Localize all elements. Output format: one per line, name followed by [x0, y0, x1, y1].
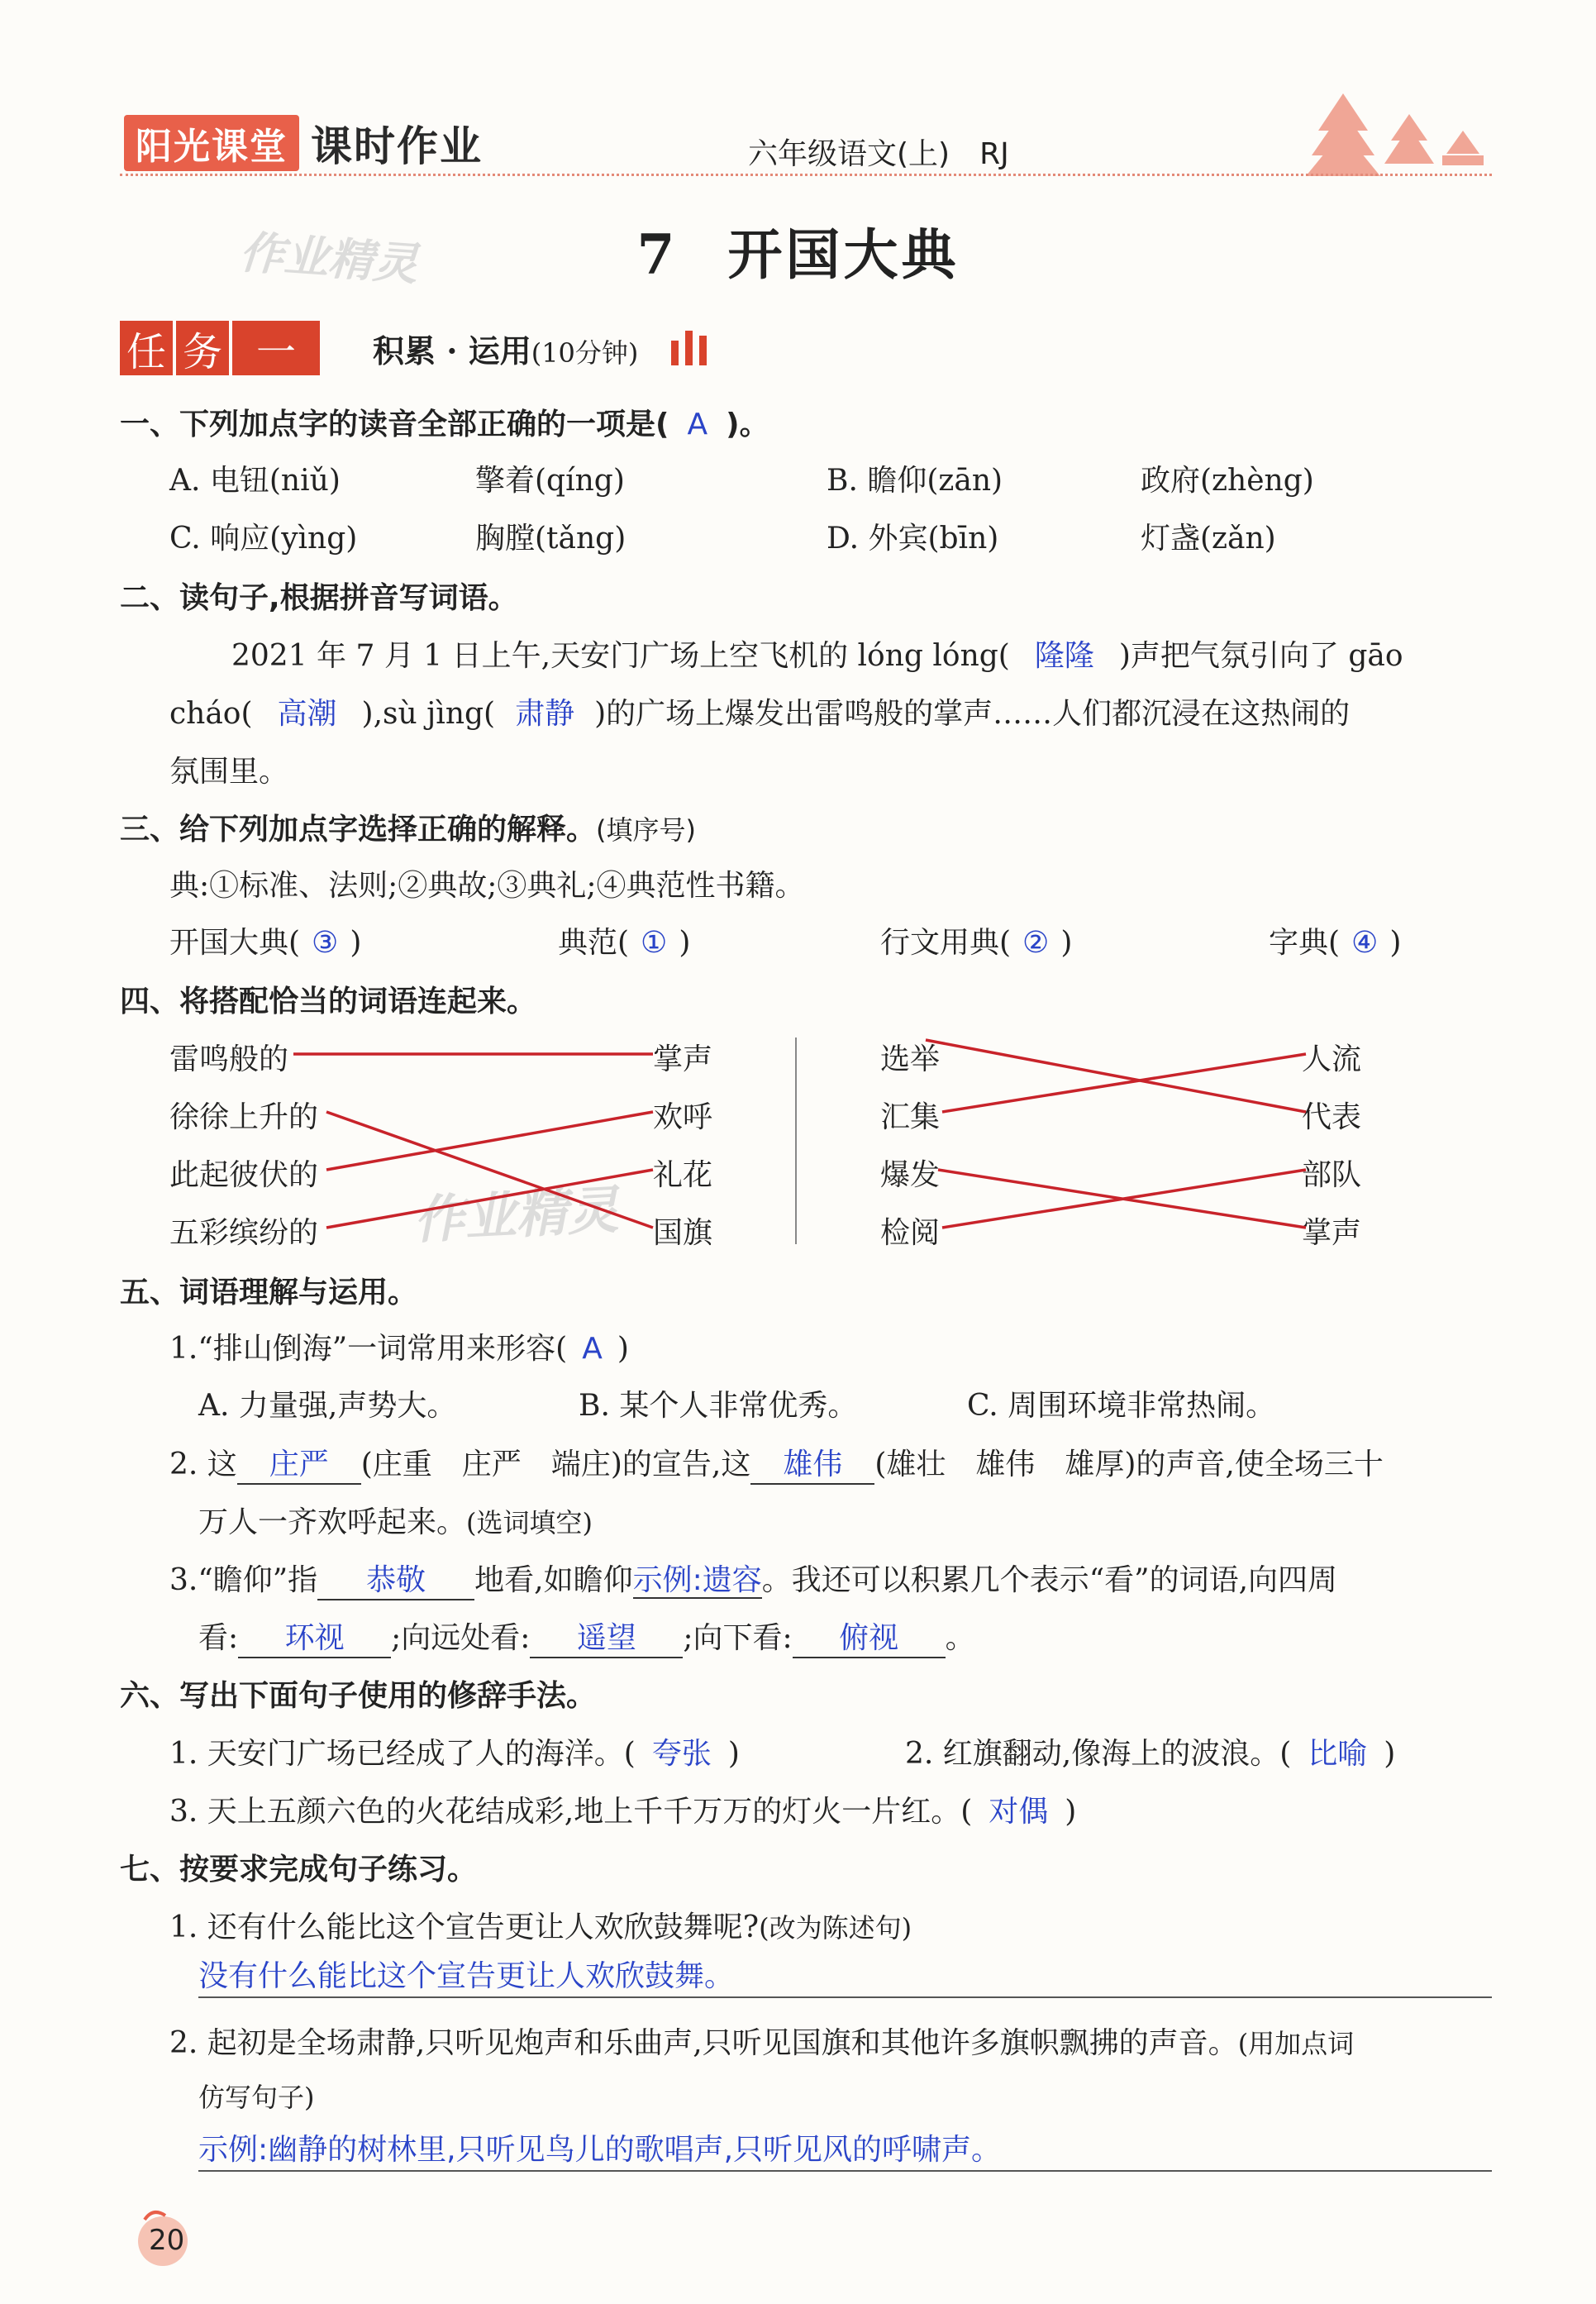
q4-right-a-3: 礼花: [653, 1158, 713, 1192]
q7-rule-2: [198, 2170, 1492, 2172]
q3-item-2: 典范( ① ): [558, 926, 691, 960]
q4-right-b-1: 人流: [1302, 1042, 1362, 1076]
q4-right-b-4: 掌声: [1302, 1216, 1362, 1250]
q4-right-b-3: 部队: [1302, 1158, 1362, 1192]
lesson-name: 开国大典: [727, 222, 960, 287]
q2-line2: cháo( 高潮 ),sù jìng( 肃静 )的广场上爆发出雷鸣般的掌声……人们都沉浸在这热闹的: [169, 697, 1351, 731]
q4-left-b-3: 爆发: [880, 1158, 941, 1192]
brand-box: 阳光课堂: [124, 115, 299, 171]
q7-s1: 1. 还有什么能比这个宣告更让人欢欣鼓舞呢?(改为陈述句): [169, 1910, 912, 1944]
q6-answer-1: 夸张: [651, 1737, 712, 1771]
q4-right-a-2: 欢呼: [653, 1100, 713, 1134]
q3-item-4: 字典( ④ ): [1269, 926, 1402, 960]
q2-answer-2: 高潮: [277, 697, 337, 731]
q2-answer-1: 隆隆: [1034, 639, 1094, 673]
q5-s3-answer-2: 示例:遗容: [632, 1563, 762, 1597]
q4-right-b-2: 代表: [1302, 1100, 1362, 1134]
page-number: 20: [149, 2224, 185, 2257]
match-line-3: [326, 1112, 653, 1170]
task-header: [120, 321, 707, 375]
q1-option-b2: 政府(zhèng): [1141, 464, 1314, 498]
watermark-middle: 作业精灵: [412, 1179, 621, 1251]
q5-s3-answer-5: 俯视: [793, 1615, 946, 1658]
q1-stem: 一、下列加点字的读音全部正确的一项是( A )。: [120, 408, 769, 441]
q6-stem: 六、写出下面句子使用的修辞手法。: [120, 1679, 597, 1713]
q4-left-a-2: 徐徐上升的: [169, 1100, 319, 1134]
q2-line3: 氛围里。: [169, 755, 289, 789]
task-tag-3: 一: [232, 321, 320, 375]
q5-s3-answer-3: 环视: [238, 1615, 391, 1658]
q1-option-d2: 灯盏(zǎn): [1141, 522, 1276, 556]
q7-s2: 2. 起初是全场肃静,只听见炮声和乐曲声,只听见国旗和其他许多旗帜飘拂的声音。(用加点词: [169, 2026, 1355, 2060]
match-line-8: [942, 1170, 1306, 1228]
q7-answer-2: 示例:幽静的树林里,只听见鸟儿的歌唱声,只听见风的呼啸声。: [198, 2133, 1002, 2167]
q5-s1-opt-a: A. 力量强,声势大。: [198, 1389, 457, 1423]
q7-s2-hint-cont: 仿写句子): [198, 2082, 315, 2113]
q6-s3: 3. 天上五颜六色的火花结成彩,地上千千万万的灯火一片红。( 对偶 ): [169, 1795, 1077, 1829]
q4-left-a-4: 五彩缤纷的: [169, 1216, 319, 1250]
q5-s1-opt-b: B. 某个人非常优秀。: [579, 1389, 858, 1423]
q5-s2: 2. 这 庄严 (庄重 庄严 端庄)的宣告,这 雄伟 (雄壮 雄伟 雄厚)的声音,使全场三十: [169, 1441, 1384, 1485]
q5-s2-answer-1: 庄严: [237, 1441, 361, 1485]
match-line-7: [938, 1170, 1306, 1228]
q6-s2: 2. 红旗翻动,像海上的波浪。( 比喻 ): [905, 1737, 1396, 1771]
q3-item-3: 行文用典( ② ): [880, 926, 1073, 960]
task-tag: [120, 321, 323, 375]
match-line-6: [942, 1054, 1306, 1112]
q5-s2-answer-2: 雄伟: [750, 1441, 874, 1485]
task-time: (10分钟): [531, 336, 639, 369]
q6-answer-3: 对偶: [989, 1795, 1049, 1829]
q2-line1: 2021 年 7 月 1 日上午,天安门广场上空飞机的 lóng lóng( 隆隆 )声把气氛引向了 gāo: [231, 639, 1403, 673]
q4-left-b-4: 检阅: [880, 1216, 941, 1250]
q3-stem: 三、给下列加点字选择正确的解释。(填序号): [120, 813, 696, 847]
header-grade: 六年级语文(上) RJ: [748, 137, 1009, 171]
task-title: 积累 · 运用(10分钟): [373, 332, 639, 370]
q4-left-a-3: 此起彼伏的: [169, 1158, 319, 1192]
watermark-top: 作业精灵: [237, 226, 420, 291]
bars-icon: [671, 331, 707, 365]
q6-answer-2: 比喻: [1308, 1737, 1368, 1771]
tree-decoration-icon: [1302, 89, 1492, 180]
q5-s1-answer: A: [582, 1332, 603, 1366]
task-tag-1: 任: [120, 321, 173, 375]
q4-divider: [795, 1038, 797, 1244]
q3-definition: 典:①标准、法则;②典故;③典礼;④典范性书籍。: [169, 869, 805, 903]
match-line-5: [926, 1040, 1306, 1112]
q5-s3-answer-1: 恭敬: [317, 1557, 474, 1600]
q3-item-1: 开国大典( ③ ): [169, 926, 362, 960]
q1-option-a2: 擎着(qíng): [475, 464, 625, 498]
q5-stem: 五、词语理解与运用。: [120, 1276, 418, 1309]
brand-main: 课时作业: [311, 122, 483, 170]
header-divider: [120, 174, 1492, 176]
q5-s3-cont: 看: 环视 ;向远处看: 遥望 ;向下看: 俯视 。: [198, 1615, 975, 1658]
q1-option-c2: 胸膛(tǎng): [475, 522, 626, 556]
q5-s1: 1.“排山倒海”一词常用来形容( A ): [169, 1332, 629, 1366]
q5-s1-opt-c: C. 周围环境非常热闹。: [967, 1389, 1276, 1423]
q7-stem: 七、按要求完成句子练习。: [120, 1853, 478, 1887]
q4-left-a-1: 雷鸣般的: [169, 1042, 289, 1076]
lesson-number: 7: [636, 222, 679, 287]
q4-left-b-2: 汇集: [880, 1100, 941, 1134]
q7-rule-1: [198, 1996, 1492, 1998]
q2-stem: 二、读句子,根据拼音写词语。: [120, 581, 518, 615]
q1-option-a: A. 电钮(niǔ): [169, 464, 341, 498]
q5-s3-answer-4: 遥望: [530, 1615, 683, 1658]
q4-right-a-1: 掌声: [653, 1042, 713, 1076]
q1-answer: A: [687, 408, 708, 441]
q5-s2-cont: 万人一齐欢呼起来。(选词填空): [198, 1505, 593, 1539]
header-brand: [124, 117, 483, 169]
q4-right-a-4: 国旗: [653, 1216, 713, 1250]
q2-answer-3: 肃静: [515, 697, 575, 731]
q4-left-b-1: 选举: [880, 1042, 941, 1076]
q1-option-d: D. 外宾(bīn): [827, 522, 999, 556]
q1-option-c: C. 响应(yìng): [169, 522, 358, 556]
q1-option-b: B. 瞻仰(zān): [827, 464, 1003, 498]
q5-s3: 3.“瞻仰”指 恭敬 地看,如瞻仰示例:遗容。我还可以积累几个表示“看”的词语,向四周: [169, 1557, 1337, 1600]
q4-stem: 四、将搭配恰当的词语连起来。: [120, 985, 537, 1018]
q7-answer-1: 没有什么能比这个宣告更让人欢欣鼓舞。: [198, 1959, 735, 1993]
task-tag-2: 务: [176, 321, 229, 375]
q6-s1: 1. 天安门广场已经成了人的海洋。( 夸张 ): [169, 1737, 740, 1771]
